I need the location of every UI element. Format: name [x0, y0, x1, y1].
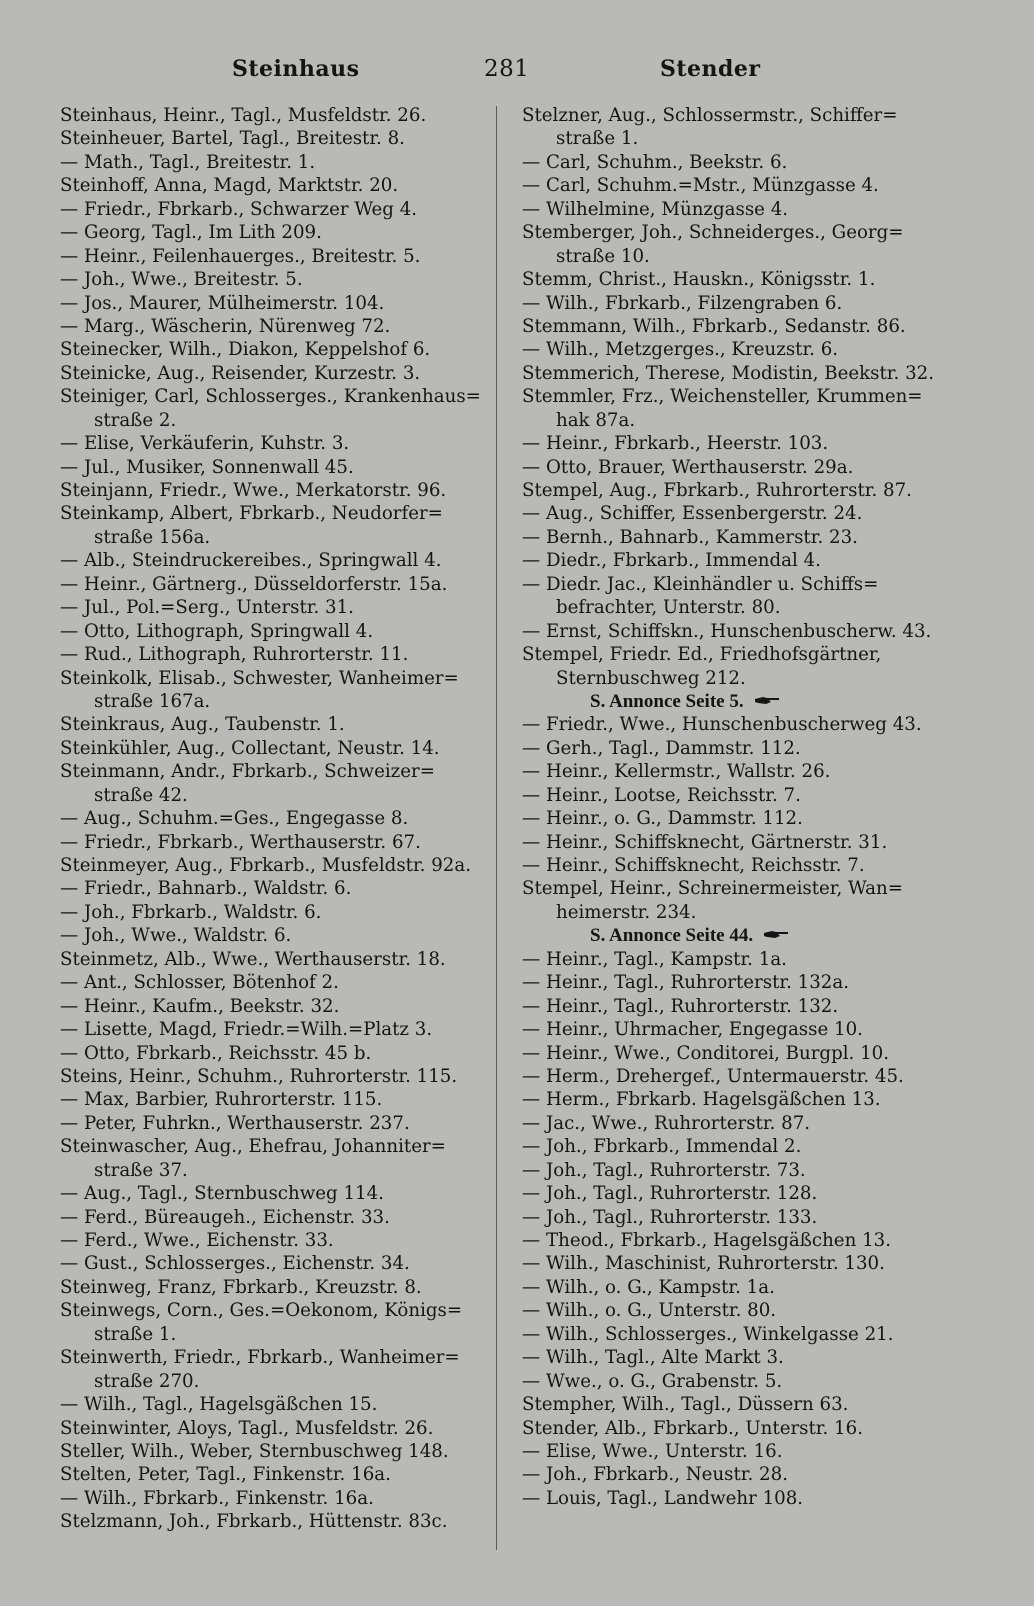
entry-text: Stempher, Wilh., Tagl., Düssern 63. — [522, 1394, 849, 1416]
entry-text: — Ant., Schlosser, Bötenhof 2. — [60, 972, 339, 994]
directory-entry — [522, 338, 984, 361]
entry-text: — Heinr., Tagl., Ruhrorterstr. 132a. — [522, 972, 849, 994]
entry-text: — Heinr., Gärtnerg., Düsseldorferstr. 15a. — [60, 573, 448, 595]
entry-text: Steinhaus, Heinr., Tagl., Musfeldstr. 26. — [60, 105, 427, 126]
entry-text: Steinhoff, Anna, Magd, Marktstr. 20. — [60, 175, 399, 197]
entry-text: — Elise, Verkäuferin, Kuhstr. 3. — [60, 433, 350, 455]
entry-text: — Math., Tagl., Breitestr. 1. — [60, 151, 316, 173]
directory-entry — [60, 1182, 490, 1205]
directory-entry — [522, 198, 984, 221]
entry-text: Steinmeyer, Aug., Fbrkarb., Musfeldstr. 92a. — [60, 855, 471, 876]
directory-entry — [522, 1112, 984, 1135]
entry-text: Steinheuer, Bartel, Tagl., Breitestr. 8. — [60, 128, 405, 150]
directory-entry — [522, 1088, 984, 1111]
entry-text: — Heinr., Kaufm., Beekstr. 32. — [60, 995, 340, 1017]
entry-text: — Peter, Fuhrkn., Werthauserstr. 237. — [60, 1112, 410, 1134]
directory-entry — [60, 737, 490, 760]
directory-entry — [60, 1042, 490, 1065]
directory-entry — [60, 1018, 490, 1041]
entry-text: Stemmann, Wilh., Fbrkarb., Sedanstr. 86. — [522, 315, 906, 337]
annonce-reference — [522, 924, 984, 947]
pointing-hand-icon — [763, 930, 789, 939]
entry-text: — Friedr., Bahnarb., Waldstr. 6. — [60, 878, 352, 900]
directory-entry — [60, 1206, 490, 1229]
directory-entry — [60, 620, 490, 643]
entry-text: — Gerh., Tagl., Dammstr. 112. — [522, 737, 801, 759]
directory-entry — [60, 198, 490, 221]
entry-continuation — [60, 526, 490, 549]
directory-entry — [522, 549, 984, 572]
directory-entry — [522, 1182, 984, 1205]
directory-entry — [522, 362, 984, 385]
directory-entry — [522, 573, 984, 596]
directory-entry — [522, 1018, 984, 1041]
directory-entry — [60, 151, 490, 174]
entry-text: — Jul., Pol.=Serg., Unterstr. 31. — [60, 597, 354, 619]
directory-entry — [522, 784, 984, 807]
entry-text: — Otto, Fbrkarb., Reichsstr. 45 b. — [60, 1042, 372, 1064]
entry-text: — Herm., Fbrkarb. Hagelsgäßchen 13. — [522, 1089, 881, 1111]
entry-text: Steinmann, Andr., Fbrkarb., Schweizer= — [60, 761, 435, 783]
entry-text: befrachter, Unterstr. 80. — [556, 597, 781, 619]
directory-entry — [522, 877, 984, 900]
left-column — [60, 104, 490, 1534]
entry-text: — Heinr., Kellermstr., Wallstr. 26. — [522, 761, 831, 783]
entry-text: Steinkraus, Aug., Taubenstr. 1. — [60, 714, 345, 736]
entry-continuation — [522, 127, 984, 150]
directory-entry — [60, 831, 490, 854]
entry-text: — Joh., Tagl., Ruhrorterstr. 133. — [522, 1206, 818, 1228]
entry-continuation — [522, 409, 984, 432]
entry-text: Steller, Wilh., Weber, Sternbuschweg 148. — [60, 1440, 449, 1462]
entry-continuation — [522, 667, 984, 690]
entry-text: — Diedr. Jac., Kleinhändler u. Schiffs= — [522, 573, 879, 595]
column-divider — [496, 106, 497, 1550]
entry-text: Stemberger, Joh., Schneiderges., Georg= — [522, 222, 904, 244]
entry-text: — Heinr., Lootse, Reichsstr. 7. — [522, 784, 801, 806]
entry-continuation — [60, 1159, 490, 1182]
entry-text: hak 87a. — [556, 409, 636, 431]
directory-entry — [60, 315, 490, 338]
directory-entry — [60, 221, 490, 244]
entry-text: Steinmetz, Alb., Wwe., Werthauserstr. 18. — [60, 948, 446, 970]
directory-entry — [522, 1042, 984, 1065]
entry-text: Steinecker, Wilh., Diakon, Keppelshof 6. — [60, 339, 431, 361]
directory-entry — [522, 385, 984, 408]
entry-text: — Rud., Lithograph, Ruhrorterstr. 11. — [60, 644, 409, 666]
entry-text: — Joh., Fbrkarb., Neustr. 28. — [522, 1464, 788, 1486]
entry-text: — Jac., Wwe., Ruhrorterstr. 87. — [522, 1112, 811, 1134]
directory-entry — [60, 1299, 490, 1322]
entry-text: — Georg, Tagl., Im Lith 209. — [60, 222, 322, 244]
directory-entry — [60, 1417, 490, 1440]
directory-entry — [522, 221, 984, 244]
entry-continuation — [60, 409, 490, 432]
entry-text: — Elise, Wwe., Unterstr. 16. — [522, 1440, 783, 1462]
directory-entry — [60, 854, 490, 877]
entry-text: — Wilh., Maschinist, Ruhrorterstr. 130. — [522, 1253, 885, 1275]
entry-continuation — [60, 690, 490, 713]
directory-entry — [522, 620, 984, 643]
entry-text: — Wilh., Schlosserges., Winkelgasse 21. — [522, 1323, 894, 1345]
entry-text: — Otto, Lithograph, Springwall 4. — [60, 620, 374, 642]
directory-entry — [522, 432, 984, 455]
entry-continuation — [522, 245, 984, 268]
directory-entry — [522, 1417, 984, 1440]
directory-entry — [522, 971, 984, 994]
entry-text: Steiniger, Carl, Schlosserges., Krankenhaus= — [60, 386, 481, 408]
entry-text: Stemmler, Frz., Weichensteller, Krummen= — [522, 386, 923, 408]
pointing-hand-icon — [754, 696, 780, 705]
entry-continuation — [60, 1323, 490, 1346]
entry-text: — Wilh., o. G., Kampstr. 1a. — [522, 1276, 775, 1298]
directory-entry — [60, 1112, 490, 1135]
entry-text: — Friedr., Wwe., Hunschenbuscherweg 43. — [522, 714, 922, 736]
entry-text: — Carl, Schuhm.=Mstr., Münzgasse 4. — [522, 175, 879, 197]
entry-text: — Wilh., Fbrkarb., Finkenstr. 16a. — [60, 1487, 374, 1509]
directory-entry — [522, 315, 984, 338]
entry-text: — Wwe., o. G., Grabenstr. 5. — [522, 1370, 783, 1392]
entry-text: S. Annonce Seite 44. — [590, 925, 754, 947]
directory-entry — [522, 1487, 984, 1510]
entry-text: — Joh., Tagl., Ruhrorterstr. 73. — [522, 1159, 806, 1181]
directory-entry — [522, 1206, 984, 1229]
entry-continuation — [60, 1370, 490, 1393]
directory-entry — [522, 948, 984, 971]
directory-entry — [60, 713, 490, 736]
entry-text: — Jul., Musiker, Sonnenwall 45. — [60, 456, 354, 478]
entry-text: straße 270. — [94, 1370, 200, 1392]
directory-entry — [60, 877, 490, 900]
directory-entry — [522, 1323, 984, 1346]
directory-entry — [60, 971, 490, 994]
entry-text: — Lisette, Magd, Friedr.=Wilh.=Platz 3. — [60, 1019, 433, 1041]
running-head-left: Steinhaus — [232, 56, 360, 82]
directory-entry — [60, 643, 490, 666]
directory-entry — [522, 502, 984, 525]
entry-text: — Heinr., Wwe., Conditorei, Burgpl. 10. — [522, 1042, 890, 1064]
directory-entry — [522, 1252, 984, 1275]
entry-text: — Wilh., Fbrkarb., Filzengraben 6. — [522, 292, 843, 314]
directory-entry — [60, 1487, 490, 1510]
directory-entry — [60, 432, 490, 455]
entry-text: — Wilh., Tagl., Alte Markt 3. — [522, 1347, 784, 1369]
entry-text: — Aug., Tagl., Sternbuschweg 114. — [60, 1183, 384, 1205]
entry-text: — Joh., Fbrkarb., Waldstr. 6. — [60, 901, 322, 923]
entry-text: S. Annonce Seite 5. — [590, 690, 744, 712]
entry-text: — Wilh., Metzgerges., Kreuzstr. 6. — [522, 339, 839, 361]
entry-text: Steinkolk, Elisab., Schwester, Wanheimer= — [60, 667, 459, 689]
entry-text: — Otto, Brauer, Werthauserstr. 29a. — [522, 456, 854, 478]
directory-entry — [60, 596, 490, 619]
entry-text: — Joh., Tagl., Ruhrorterstr. 128. — [522, 1183, 818, 1205]
directory-entry — [60, 127, 490, 150]
entry-text: Steinwascher, Aug., Ehefrau, Johanniter= — [60, 1136, 446, 1158]
directory-entry — [60, 549, 490, 572]
directory-entry — [60, 245, 490, 268]
entry-text: — Friedr., Fbrkarb., Schwarzer Weg 4. — [60, 198, 418, 220]
entry-text: Steinweg, Franz, Fbrkarb., Kreuzstr. 8. — [60, 1276, 422, 1298]
directory-entry — [522, 643, 984, 666]
entry-text: Steinicke, Aug., Reisender, Kurzestr. 3. — [60, 362, 421, 384]
directory-entry — [522, 1065, 984, 1088]
entry-text: — Heinr., Uhrmacher, Engegasse 10. — [522, 1019, 863, 1041]
entry-text: straße 167a. — [94, 690, 211, 712]
directory-entry — [60, 104, 490, 127]
directory-entry — [60, 760, 490, 783]
entry-text: — Ferd., Büreaugeh., Eichenstr. 33. — [60, 1206, 390, 1228]
directory-entry — [522, 1135, 984, 1158]
entry-text: — Heinr., Feilenhauerges., Breitestr. 5. — [60, 245, 421, 267]
directory-entry — [60, 1463, 490, 1486]
entry-text: — Wilh., Tagl., Hagelsgäßchen 15. — [60, 1394, 378, 1416]
entry-text: Stempel, Heinr., Schreinermeister, Wan= — [522, 878, 903, 900]
entry-text: Stemm, Christ., Hauskn., Königsstr. 1. — [522, 269, 876, 291]
directory-entry — [522, 737, 984, 760]
directory-entry — [522, 1299, 984, 1322]
directory-entry — [522, 854, 984, 877]
directory-entry — [60, 268, 490, 291]
entry-text: Steinwerth, Friedr., Fbrkarb., Wanheimer= — [60, 1347, 460, 1369]
page-number: 281 — [484, 56, 530, 82]
directory-entry — [60, 1229, 490, 1252]
entry-text: — Joh., Wwe., Waldstr. 6. — [60, 925, 292, 947]
entry-text: Steinkamp, Albert, Fbrkarb., Neudorfer= — [60, 503, 443, 525]
entry-text: — Wilh., o. G., Unterstr. 80. — [522, 1300, 777, 1322]
entry-continuation — [522, 901, 984, 924]
directory-entry — [60, 901, 490, 924]
directory-entry — [522, 456, 984, 479]
entry-text: Sternbuschweg 212. — [556, 667, 746, 689]
directory-entry — [60, 479, 490, 502]
annonce-reference — [522, 690, 984, 713]
entry-text: — Louis, Tagl., Landwehr 108. — [522, 1487, 804, 1509]
directory-entry — [60, 1393, 490, 1416]
directory-entry — [522, 1229, 984, 1252]
entry-text: — Heinr., Schiffsknecht, Gärtnerstr. 31. — [522, 831, 888, 853]
entry-text: — Max, Barbier, Ruhrorterstr. 115. — [60, 1089, 383, 1111]
directory-entry — [522, 268, 984, 291]
entry-text: — Alb., Steindruckereibes., Springwall 4. — [60, 550, 442, 572]
entry-text: — Friedr., Fbrkarb., Werthauserstr. 67. — [60, 831, 421, 853]
entry-text: — Diedr., Fbrkarb., Immendal 4. — [522, 550, 821, 572]
directory-entry — [60, 502, 490, 525]
running-head-right: Stender — [660, 56, 761, 82]
entry-text: — Ferd., Wwe., Eichenstr. 33. — [60, 1230, 334, 1251]
directory-entry — [522, 1440, 984, 1463]
entry-text: — Heinr., Schiffsknecht, Reichsstr. 7. — [522, 855, 865, 876]
entry-text: — Heinr., Tagl., Ruhrorterstr. 132. — [522, 995, 839, 1017]
entry-text: — Gust., Schlosserges., Eichenstr. 34. — [60, 1253, 410, 1275]
entry-text: — Bernh., Bahnarb., Kammerstr. 23. — [522, 526, 858, 548]
entry-text: Steinkühler, Aug., Collectant, Neustr. 14. — [60, 737, 440, 759]
directory-entry — [60, 1276, 490, 1299]
directory-entry — [60, 1510, 490, 1533]
entry-text: Steins, Heinr., Schuhm., Ruhrorterstr. 115. — [60, 1065, 458, 1087]
directory-entry — [522, 479, 984, 502]
entry-text: — Joh., Wwe., Breitestr. 5. — [60, 269, 303, 291]
directory-entry — [522, 1346, 984, 1369]
directory-entry — [522, 104, 984, 127]
entry-text: Stempel, Friedr. Ed., Friedhofsgärtner, — [522, 644, 882, 666]
directory-entry — [60, 667, 490, 690]
entry-text: — Heinr., o. G., Dammstr. 112. — [522, 808, 803, 830]
directory-entry — [60, 1065, 490, 1088]
directory-entry — [60, 948, 490, 971]
directory-entry — [60, 174, 490, 197]
entry-text: straße 1. — [94, 1323, 177, 1345]
directory-entry — [522, 760, 984, 783]
entry-text: Stelzner, Aug., Schlossermstr., Schiffer= — [522, 105, 898, 126]
entry-text: — Aug., Schiffer, Essenbergerstr. 24. — [522, 503, 863, 525]
directory-entry — [522, 292, 984, 315]
directory-entry — [60, 1135, 490, 1158]
entry-continuation — [60, 784, 490, 807]
entry-text: straße 37. — [94, 1159, 188, 1181]
entry-text: straße 1. — [556, 128, 639, 150]
entry-text: — Joh., Fbrkarb., Immendal 2. — [522, 1136, 802, 1158]
directory-entry — [522, 807, 984, 830]
directory-entry — [522, 1276, 984, 1299]
entry-text: straße 156a. — [94, 526, 211, 548]
directory-entry — [60, 1252, 490, 1275]
directory-entry — [522, 713, 984, 736]
directory-entry — [522, 526, 984, 549]
entry-text: — Ernst, Schiffskn., Hunschenbuscherw. 43. — [522, 620, 932, 642]
entry-text: straße 42. — [94, 784, 188, 806]
entry-text: — Heinr., Tagl., Kampstr. 1a. — [522, 948, 787, 970]
directory-entry — [522, 151, 984, 174]
directory-entry — [60, 1346, 490, 1369]
entry-text: Stelten, Peter, Tagl., Finkenstr. 16a. — [60, 1464, 391, 1486]
directory-entry — [60, 292, 490, 315]
directory-entry — [60, 995, 490, 1018]
entry-text: Stemmerich, Therese, Modistin, Beekstr. 32. — [522, 362, 934, 384]
entry-text: straße 10. — [556, 245, 650, 267]
entry-text: Stender, Alb., Fbrkarb., Unterstr. 16. — [522, 1417, 863, 1439]
entry-text: — Jos., Maurer, Mülheimerstr. 104. — [60, 292, 385, 314]
entry-text: — Theod., Fbrkarb., Hagelsgäßchen 13. — [522, 1230, 891, 1251]
directory-entry — [522, 1393, 984, 1416]
directory-entry — [60, 338, 490, 361]
directory-entry — [522, 1463, 984, 1486]
directory-entry — [522, 1159, 984, 1182]
entry-text: — Wilhelmine, Münzgasse 4. — [522, 198, 789, 220]
directory-entry — [60, 924, 490, 947]
directory-entry — [60, 1440, 490, 1463]
directory-entry — [60, 385, 490, 408]
entry-text: straße 2. — [94, 409, 177, 431]
entry-text: — Carl, Schuhm., Beekstr. 6. — [522, 151, 788, 173]
directory-entry — [522, 1370, 984, 1393]
directory-entry — [60, 807, 490, 830]
directory-entry — [522, 831, 984, 854]
entry-text: Steinjann, Friedr., Wwe., Merkatorstr. 96. — [60, 480, 447, 501]
directory-entry — [60, 1088, 490, 1111]
directory-entry — [60, 456, 490, 479]
entry-text: Steinwinter, Aloys, Tagl., Musfeldstr. 26. — [60, 1417, 434, 1439]
entry-continuation — [522, 596, 984, 619]
entry-text: heimerstr. 234. — [556, 901, 697, 923]
entry-text: Steinwegs, Corn., Ges.=Oekonom, Königs= — [60, 1300, 463, 1322]
entry-text: — Herm., Drehergef., Untermauerstr. 45. — [522, 1065, 904, 1087]
entry-text: — Aug., Schuhm.=Ges., Engegasse 8. — [60, 808, 409, 830]
directory-entry — [522, 174, 984, 197]
entry-text: Stempel, Aug., Fbrkarb., Ruhrorterstr. 87. — [522, 480, 912, 501]
entry-text: — Heinr., Fbrkarb., Heerstr. 103. — [522, 433, 829, 455]
directory-entry — [522, 995, 984, 1018]
entry-text: — Marg., Wäscherin, Nürenweg 72. — [60, 315, 391, 337]
directory-entry — [60, 362, 490, 385]
right-column — [522, 104, 984, 1510]
directory-entry — [60, 573, 490, 596]
entry-text: Stelzmann, Joh., Fbrkarb., Hüttenstr. 83c. — [60, 1511, 448, 1533]
